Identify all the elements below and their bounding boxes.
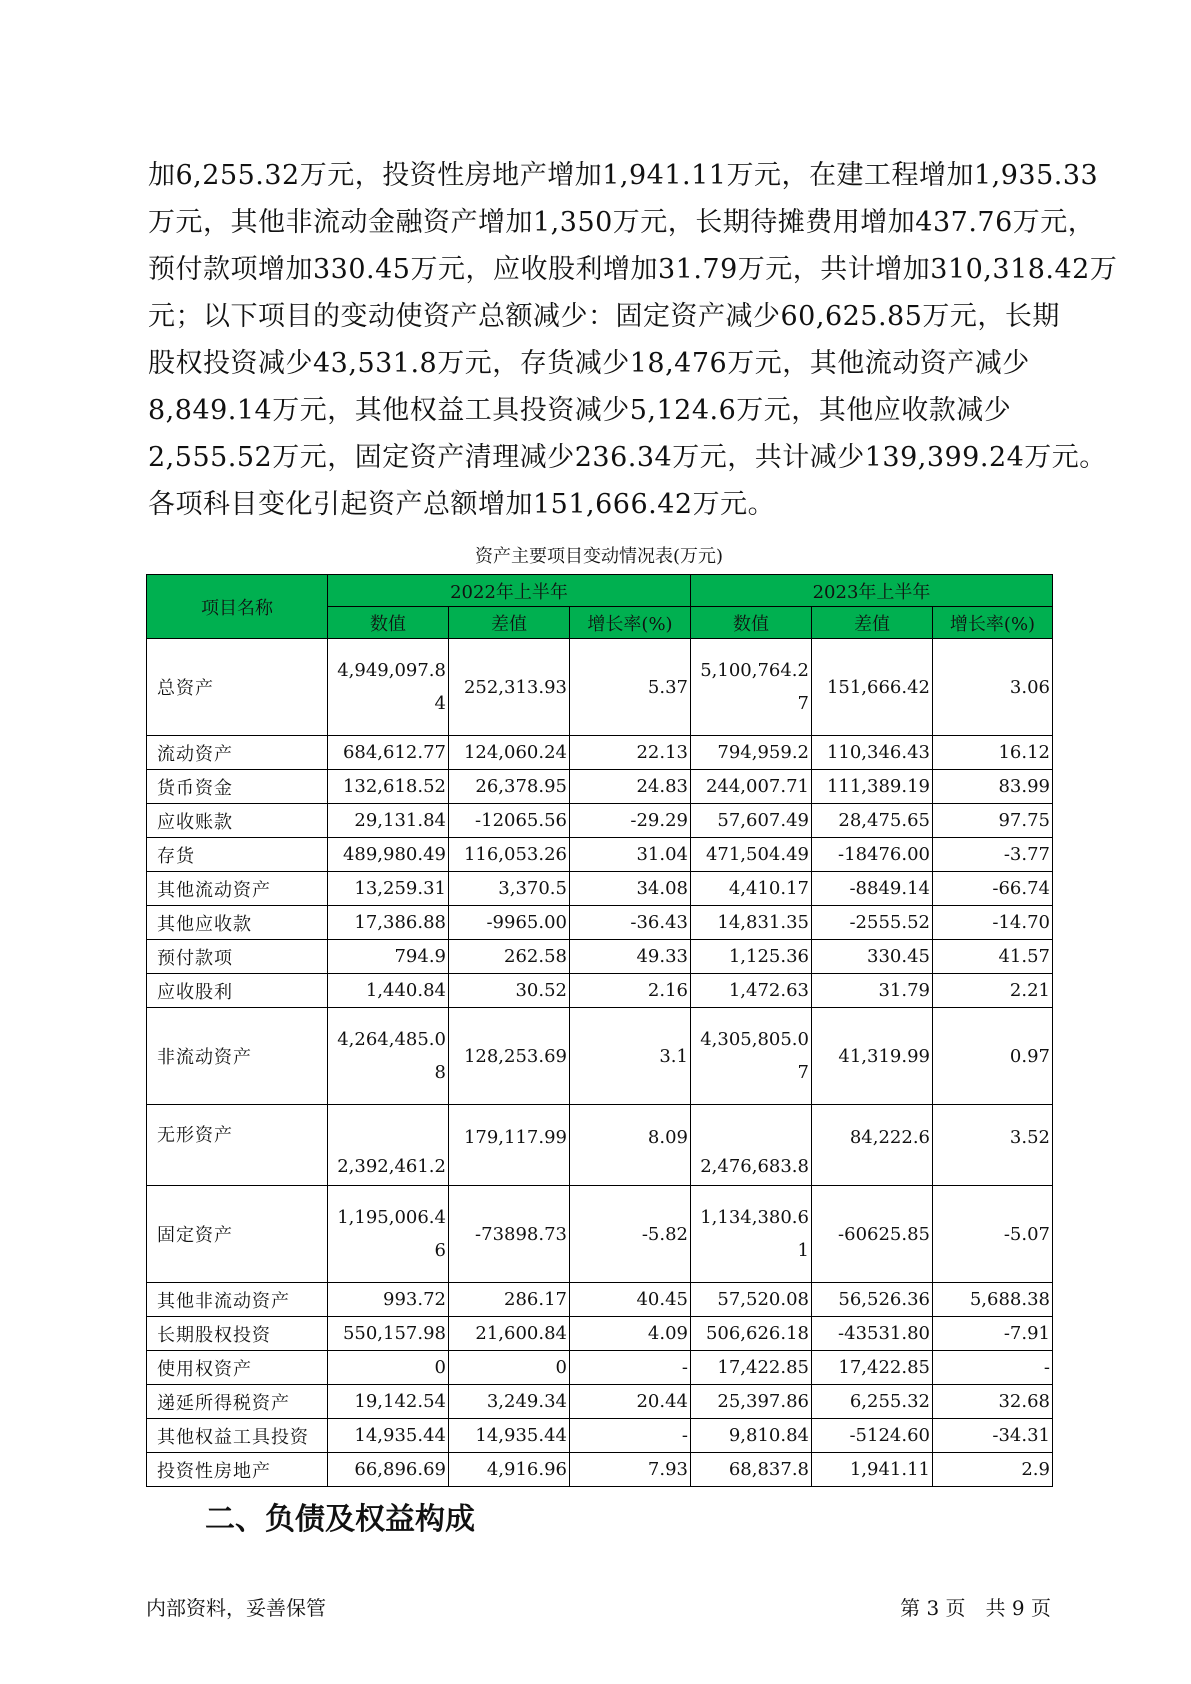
paragraph-line: 加6,255.32万元，投资性房地产增加1,941.11万元，在建工程增加1,935.33: [148, 160, 1099, 191]
row-label: 总资产: [147, 639, 328, 736]
cell-2022-growth: 3.1: [570, 1008, 691, 1105]
asset-change-table: [146, 574, 1053, 1487]
cell-2023-diff: 111,389.19: [812, 770, 933, 804]
cell-2023-diff: -8849.14: [812, 872, 933, 906]
cell-2022-growth: 4.09: [570, 1317, 691, 1351]
paragraph-line: 8,849.14万元，其他权益工具投资减少5,124.6万元，其他应收款减少: [148, 395, 1012, 426]
cell-2023-growth: 2.9: [933, 1453, 1053, 1487]
body-paragraph: [148, 152, 1118, 528]
cell-2022-diff: 128,253.69: [449, 1008, 570, 1105]
header-item-name: 项目名称: [147, 575, 328, 639]
table-row: [147, 1351, 1053, 1385]
cell-2022-growth: 22.13: [570, 736, 691, 770]
cell-2023-diff: 84,222.6: [812, 1105, 933, 1186]
cell-2022-value: 29,131.84: [328, 804, 449, 838]
row-label: 固定资产: [147, 1186, 328, 1283]
table-row: [147, 1385, 1053, 1419]
cell-2023-value: 471,504.49: [691, 838, 812, 872]
cell-2022-value: 1,440.84: [328, 974, 449, 1008]
cell-2023-growth: 16.12: [933, 736, 1053, 770]
cell-2022-diff: 262.58: [449, 940, 570, 974]
cell-2023-diff: 28,475.65: [812, 804, 933, 838]
footer-page-number: 第 3 页 共 9 页: [900, 1596, 1051, 1620]
table-caption: 资产主要项目变动情况表(万元): [474, 546, 724, 567]
cell-2022-growth: 5.37: [570, 639, 691, 736]
cell-2022-value: 132,618.52: [328, 770, 449, 804]
cell-2023-growth: 3.52: [933, 1105, 1053, 1186]
row-label: 应收股利: [147, 974, 328, 1008]
cell-2023-growth: -: [933, 1351, 1053, 1385]
subheader-growth-rate: 增长率(%): [933, 607, 1053, 639]
cell-2023-value: 68,837.8: [691, 1453, 812, 1487]
cell-2023-diff: 151,666.42: [812, 639, 933, 736]
cell-2022-diff: 30.52: [449, 974, 570, 1008]
cell-2023-diff: -60625.85: [812, 1186, 933, 1283]
cell-2022-growth: 49.33: [570, 940, 691, 974]
cell-2022-growth: -29.29: [570, 804, 691, 838]
cell-2023-value: 506,626.18: [691, 1317, 812, 1351]
subheader-diff: 差值: [812, 607, 933, 639]
cell-2023-value: 57,607.49: [691, 804, 812, 838]
header-period-2022: 2022年上半年: [328, 575, 691, 607]
cell-2023-value: 2,476,683.8: [691, 1105, 812, 1186]
row-label: 货币资金: [147, 770, 328, 804]
cell-2023-diff: 330.45: [812, 940, 933, 974]
table-row: [147, 804, 1053, 838]
cell-2022-growth: 2.16: [570, 974, 691, 1008]
cell-2023-growth: 2.21: [933, 974, 1053, 1008]
cell-2022-value: 4,949,097.84: [328, 639, 449, 736]
table-row: [147, 1008, 1053, 1105]
cell-2023-value: 9,810.84: [691, 1419, 812, 1453]
subheader-value: 数值: [691, 607, 812, 639]
row-label: 其他非流动资产: [147, 1283, 328, 1317]
cell-2022-value: 66,896.69: [328, 1453, 449, 1487]
cell-2022-diff: 4,916.96: [449, 1453, 570, 1487]
cell-2022-growth: -5.82: [570, 1186, 691, 1283]
cell-2023-diff: 17,422.85: [812, 1351, 933, 1385]
cell-2023-value: 1,134,380.61: [691, 1186, 812, 1283]
cell-2023-diff: 1,941.11: [812, 1453, 933, 1487]
cell-2023-growth: 41.57: [933, 940, 1053, 974]
cell-2022-diff: 3,249.34: [449, 1385, 570, 1419]
table-row: [147, 974, 1053, 1008]
subheader-growth-rate: 增长率(%): [570, 607, 691, 639]
cell-2023-growth: 0.97: [933, 1008, 1053, 1105]
cell-2022-growth: -: [570, 1419, 691, 1453]
cell-2023-growth: -7.91: [933, 1317, 1053, 1351]
cell-2023-value: 1,472.63: [691, 974, 812, 1008]
cell-2022-diff: 0: [449, 1351, 570, 1385]
cell-2023-value: 5,100,764.27: [691, 639, 812, 736]
cell-2022-value: 684,612.77: [328, 736, 449, 770]
cell-2022-value: 794.9: [328, 940, 449, 974]
table-row: [147, 872, 1053, 906]
table-row: [147, 1186, 1053, 1283]
table-row: [147, 770, 1053, 804]
cell-2023-growth: -5.07: [933, 1186, 1053, 1283]
row-label: 使用权资产: [147, 1351, 328, 1385]
paragraph-line: 2,555.52万元，固定资产清理减少236.34万元，共计减少139,399.24万元。: [148, 442, 1107, 473]
row-label: 其他权益工具投资: [147, 1419, 328, 1453]
table-row: [147, 1419, 1053, 1453]
cell-2023-growth: 83.99: [933, 770, 1053, 804]
cell-2022-value: 993.72: [328, 1283, 449, 1317]
cell-2023-growth: 3.06: [933, 639, 1053, 736]
table-row: [147, 639, 1053, 736]
paragraph-line: 各项科目变化引起资产总额增加151,666.42万元。: [148, 489, 776, 520]
cell-2022-diff: 124,060.24: [449, 736, 570, 770]
cell-2023-growth: -14.70: [933, 906, 1053, 940]
row-label: 投资性房地产: [147, 1453, 328, 1487]
cell-2022-diff: 116,053.26: [449, 838, 570, 872]
cell-2022-diff: 286.17: [449, 1283, 570, 1317]
row-label: 应收账款: [147, 804, 328, 838]
cell-2022-value: 489,980.49: [328, 838, 449, 872]
cell-2023-growth: 97.75: [933, 804, 1053, 838]
cell-2023-value: 4,410.17: [691, 872, 812, 906]
cell-2023-diff: 31.79: [812, 974, 933, 1008]
table-row: [147, 1105, 1053, 1186]
row-label: 非流动资产: [147, 1008, 328, 1105]
cell-2022-diff: 26,378.95: [449, 770, 570, 804]
cell-2022-value: 19,142.54: [328, 1385, 449, 1419]
row-label: 预付款项: [147, 940, 328, 974]
cell-2022-growth: 20.44: [570, 1385, 691, 1419]
row-label: 其他应收款: [147, 906, 328, 940]
table-row: [147, 1283, 1053, 1317]
cell-2022-growth: 8.09: [570, 1105, 691, 1186]
table-row: [147, 838, 1053, 872]
cell-2022-value: 13,259.31: [328, 872, 449, 906]
cell-2023-value: 244,007.71: [691, 770, 812, 804]
cell-2023-diff: 110,346.43: [812, 736, 933, 770]
cell-2023-growth: -3.77: [933, 838, 1053, 872]
footer-confidential-note: 内部资料，妥善保管: [146, 1596, 326, 1620]
row-label: 流动资产: [147, 736, 328, 770]
row-label: 存货: [147, 838, 328, 872]
cell-2023-diff: 41,319.99: [812, 1008, 933, 1105]
cell-2022-value: 2,392,461.2: [328, 1105, 449, 1186]
paragraph-line: 预付款项增加330.45万元，应收股利增加31.79万元，共计增加310,318.42万: [148, 254, 1118, 285]
cell-2023-value: 17,422.85: [691, 1351, 812, 1385]
cell-2022-growth: 31.04: [570, 838, 691, 872]
cell-2022-growth: -36.43: [570, 906, 691, 940]
cell-2022-diff: 252,313.93: [449, 639, 570, 736]
table-row: [147, 906, 1053, 940]
cell-2023-value: 14,831.35: [691, 906, 812, 940]
cell-2022-diff: -73898.73: [449, 1186, 570, 1283]
table-row: [147, 736, 1053, 770]
cell-2023-diff: -2555.52: [812, 906, 933, 940]
paragraph-line: 元；以下项目的变动使资产总额减少：固定资产减少60,625.85万元，长期: [148, 301, 1060, 332]
row-label: 递延所得税资产: [147, 1385, 328, 1419]
cell-2022-growth: -: [570, 1351, 691, 1385]
cell-2023-diff: -18476.00: [812, 838, 933, 872]
cell-2023-value: 57,520.08: [691, 1283, 812, 1317]
cell-2023-diff: 6,255.32: [812, 1385, 933, 1419]
table-row: [147, 1317, 1053, 1351]
cell-2022-growth: 7.93: [570, 1453, 691, 1487]
cell-2022-value: 550,157.98: [328, 1317, 449, 1351]
cell-2023-value: 1,125.36: [691, 940, 812, 974]
cell-2023-diff: -43531.80: [812, 1317, 933, 1351]
cell-2022-growth: 24.83: [570, 770, 691, 804]
cell-2022-value: 4,264,485.08: [328, 1008, 449, 1105]
row-label: 长期股权投资: [147, 1317, 328, 1351]
cell-2022-diff: -9965.00: [449, 906, 570, 940]
cell-2022-growth: 40.45: [570, 1283, 691, 1317]
section-heading: 二、负债及权益构成: [205, 1502, 475, 1537]
cell-2023-diff: -5124.60: [812, 1419, 933, 1453]
cell-2023-diff: 56,526.36: [812, 1283, 933, 1317]
cell-2022-diff: -12065.56: [449, 804, 570, 838]
cell-2022-value: 0: [328, 1351, 449, 1385]
cell-2022-growth: 34.08: [570, 872, 691, 906]
cell-2022-diff: 21,600.84: [449, 1317, 570, 1351]
cell-2023-value: 25,397.86: [691, 1385, 812, 1419]
subheader-value: 数值: [328, 607, 449, 639]
cell-2022-value: 1,195,006.46: [328, 1186, 449, 1283]
paragraph-line: 万元，其他非流动金融资产增加1,350万元，长期待摊费用增加437.76万元，: [148, 207, 1096, 238]
cell-2023-growth: -34.31: [933, 1419, 1053, 1453]
cell-2023-growth: 32.68: [933, 1385, 1053, 1419]
cell-2022-value: 14,935.44: [328, 1419, 449, 1453]
cell-2023-value: 794,959.2: [691, 736, 812, 770]
cell-2022-diff: 3,370.5: [449, 872, 570, 906]
subheader-diff: 差值: [449, 607, 570, 639]
cell-2023-growth: 5,688.38: [933, 1283, 1053, 1317]
cell-2022-diff: 14,935.44: [449, 1419, 570, 1453]
cell-2022-diff: 179,117.99: [449, 1105, 570, 1186]
cell-2023-growth: -66.74: [933, 872, 1053, 906]
row-label: 其他流动资产: [147, 872, 328, 906]
row-label: 无形资产: [147, 1105, 328, 1186]
table-row: [147, 940, 1053, 974]
header-period-2023: 2023年上半年: [691, 575, 1053, 607]
table-row: [147, 1453, 1053, 1487]
cell-2022-value: 17,386.88: [328, 906, 449, 940]
paragraph-line: 股权投资减少43,531.8万元，存货减少18,476万元，其他流动资产减少: [148, 348, 1030, 379]
cell-2023-value: 4,305,805.07: [691, 1008, 812, 1105]
